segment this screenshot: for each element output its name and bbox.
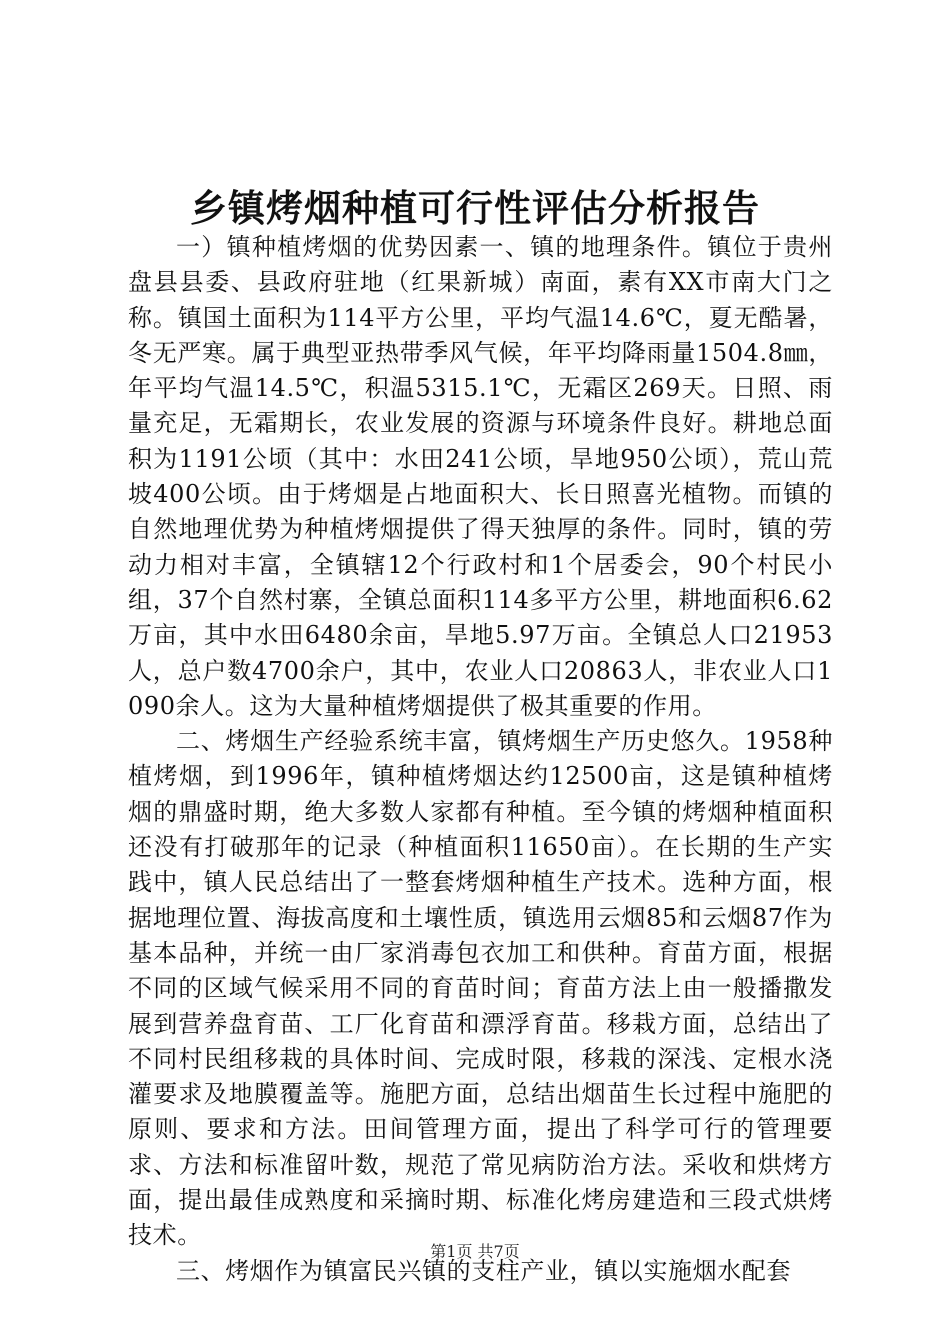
paragraph-1: 一）镇种植烤烟的优势因素一、镇的地理条件。镇位于贵州盘县县委、县政府驻地（红果新城）南面，素有XX市南大门之称。镇国土面积为114平方公里，平均气温14.6℃，夏无酷暑，冬无严寒。属于典型亚热带季风气候，年平均降雨量1504.8㎜，年平均气温14.5℃，积温5315.1℃，无霜区269天。日照、雨量充足，无霜期长，农业发展的资源与环境条件良好。耕地总面积为1191公顷（其中：水田241公顷，旱地950公顷），荒山荒坡400公顷。由于烤烟是占地面积大、长日照喜光植物。而镇的自然地理优势为种植烤烟提供了得天独厚的条件。同时，镇的劳动力相对丰富，全镇辖12个行政村和1个居委会，90个村民小组，37个自然村寨，全镇总面积114多平方公里，耕地面积6.62万亩，其中水田6480余亩，旱地5.97万亩。全镇总人口21953人，总户数4700余户，其中，农业人口20863人，非农业人口1090余人。这为大量种植烤烟提供了极其重要的作用。 (128, 233, 833, 720)
paragraph-3: 三、烤烟作为镇富民兴镇的支柱产业，镇以实施烟水配套 (176, 1256, 791, 1285)
paragraph-2: 二、烤烟生产经验系统丰富，镇烤烟生产历史悠久。1958种植烤烟，到1996年，镇种植烤烟达约12500亩，这是镇种植烤烟的鼎盛时期，绝大多数人家都有种植。至今镇的烤烟种植面积还没有打破那年的记录（种植面积11650亩）。在长期的生产实践中，镇人民总结出了一整套烤烟种植生产技术。选种方面，根据地理位置、海拔高度和土壤性质，镇选用云烟85和云烟87作为基本品种，并统一由厂家消毒包衣加工和供种。育苗方面，根据不同的区域气候采用不同的育苗时间；育苗方法上由一般播撒发展到营养盘育苗、工厂化育苗和漂浮育苗。移栽方面，总结出了不同村民组移栽的具体时间、完成时限，移栽的深浅、定根水浇灌要求及地膜覆盖等。施肥方面，总结出烟苗生长过程中施肥的原则、要求和方法。田间管理方面，提出了科学可行的管理要求、方法和标准留叶数，规范了常见病防治方法。采收和烘烤方面，提出最佳成熟度和采摘时期、标准化烤房建造和三段式烘烤技术。 (128, 727, 833, 1250)
document-title: 乡镇烤烟种植可行性评估分析报告 (190, 187, 760, 230)
page-number-footer: 第1页 共7页 (430, 1242, 520, 1261)
